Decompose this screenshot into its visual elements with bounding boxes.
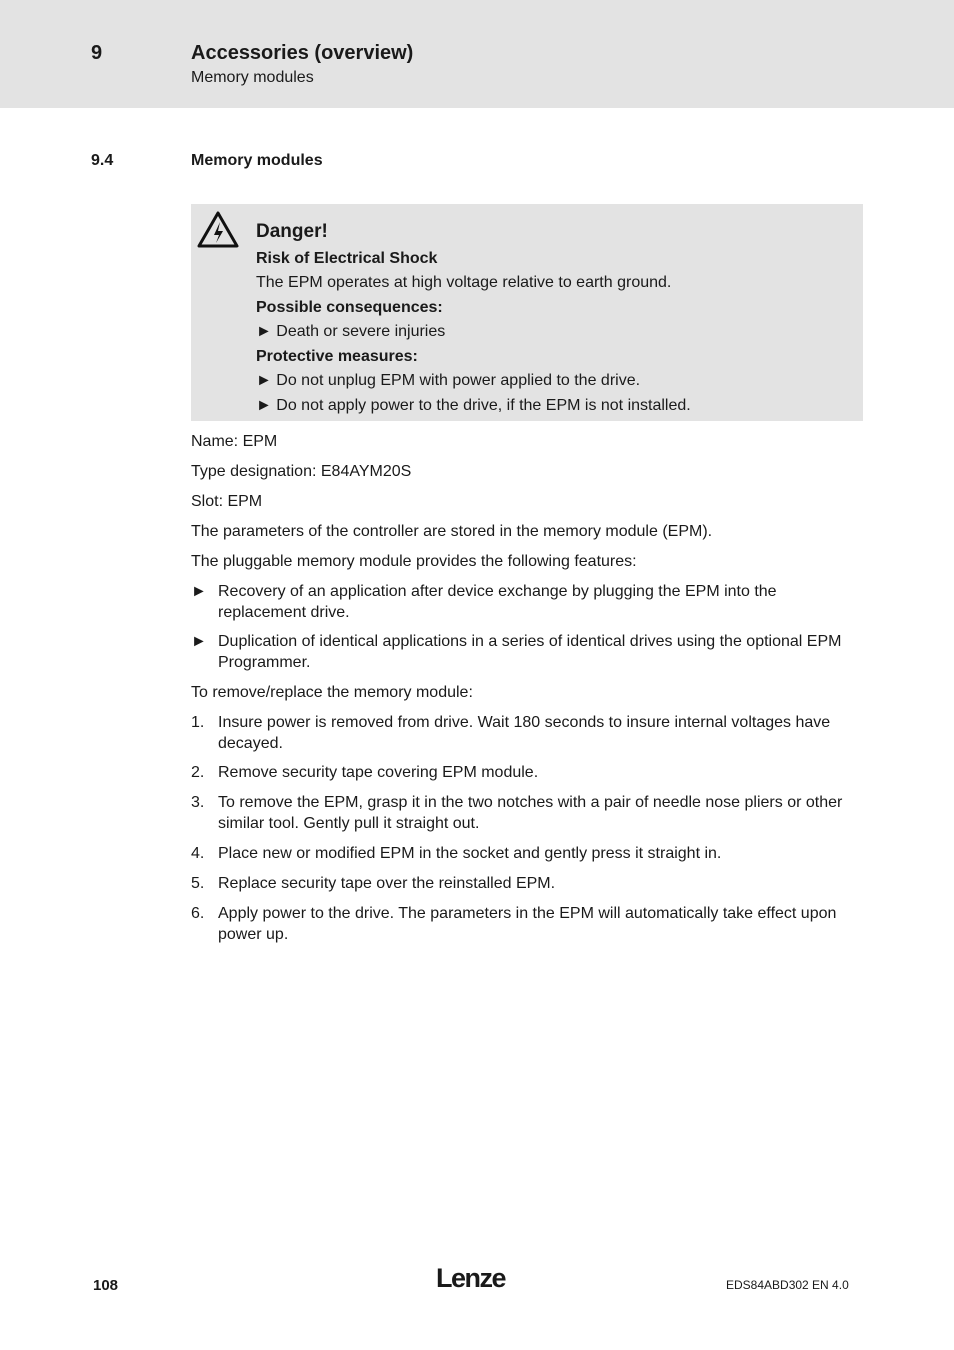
chapter-number: 9 — [91, 42, 103, 64]
section-number: 9.4 — [91, 152, 114, 169]
measure-item: ► Do not apply power to the drive, if the EPM is not installed. — [256, 397, 691, 414]
section-title: Memory modules — [191, 152, 323, 169]
step-text: Replace security tape over the reinstalled EPM. — [218, 875, 556, 892]
step-text: Apply power to the drive. The parameters in the EPM will automatically take effect upon power up. — [218, 905, 837, 943]
page-header — [0, 0, 954, 108]
step-number: 6. — [191, 905, 205, 922]
risk-text: The EPM operates at high voltage relative to earth ground. — [256, 274, 672, 291]
step-number: 2. — [191, 764, 205, 781]
remove-intro: To remove/replace the memory module: — [191, 684, 473, 701]
consequence-item: ► Death or severe injuries — [256, 323, 446, 340]
document-id: EDS84ABD302 EN 4.0 — [726, 1278, 849, 1292]
electrical-warning-icon — [196, 210, 240, 255]
consequences-title: Possible consequences: — [256, 299, 443, 316]
step-number: 4. — [191, 845, 205, 862]
features-intro: The pluggable memory module provides the following features: — [191, 553, 637, 570]
risk-title: Risk of Electrical Shock — [256, 250, 438, 267]
intro-paragraph: The parameters of the controller are stored in the memory module (EPM). — [191, 523, 713, 540]
page-number: 108 — [93, 1277, 119, 1294]
slot-line: Slot: EPM — [191, 493, 263, 510]
type-line: Type designation: E84AYM20S — [191, 463, 412, 480]
chapter-title: Accessories (overview) — [191, 42, 414, 64]
measure-item: ► Do not unplug EPM with power applied to the drive. — [256, 372, 641, 389]
step-text: Insure power is removed from drive. Wait 180 seconds to insure internal voltages have decayed. — [218, 714, 831, 752]
danger-title: Danger! — [256, 221, 328, 242]
lenze-logo: Lenze — [436, 1263, 506, 1293]
danger-notice — [191, 204, 863, 421]
step-text: To remove the EPM, grasp it in the two notches with a pair of needle nose pliers or other similar tool. Gently pull it straight out. — [218, 794, 843, 832]
step-text: Place new or modified EPM in the socket and gently press it straight in. — [218, 845, 722, 862]
chapter-subtitle: Memory modules — [191, 69, 314, 86]
feature-text: Duplication of identical applications in a series of identical drives using the optional EPM Programmer. — [218, 633, 842, 671]
name-line: Name: EPM — [191, 433, 278, 450]
bullet-arrow-icon: ► — [191, 583, 207, 600]
step-number: 5. — [191, 875, 205, 892]
feature-text: Recovery of an application after device exchange by plugging the EPM into the replacement drive. — [218, 583, 777, 621]
step-text: Remove security tape covering EPM module. — [218, 764, 539, 781]
measures-title: Protective measures: — [256, 348, 418, 365]
step-number: 1. — [191, 714, 205, 731]
step-number: 3. — [191, 794, 205, 811]
bullet-arrow-icon: ► — [191, 633, 207, 650]
